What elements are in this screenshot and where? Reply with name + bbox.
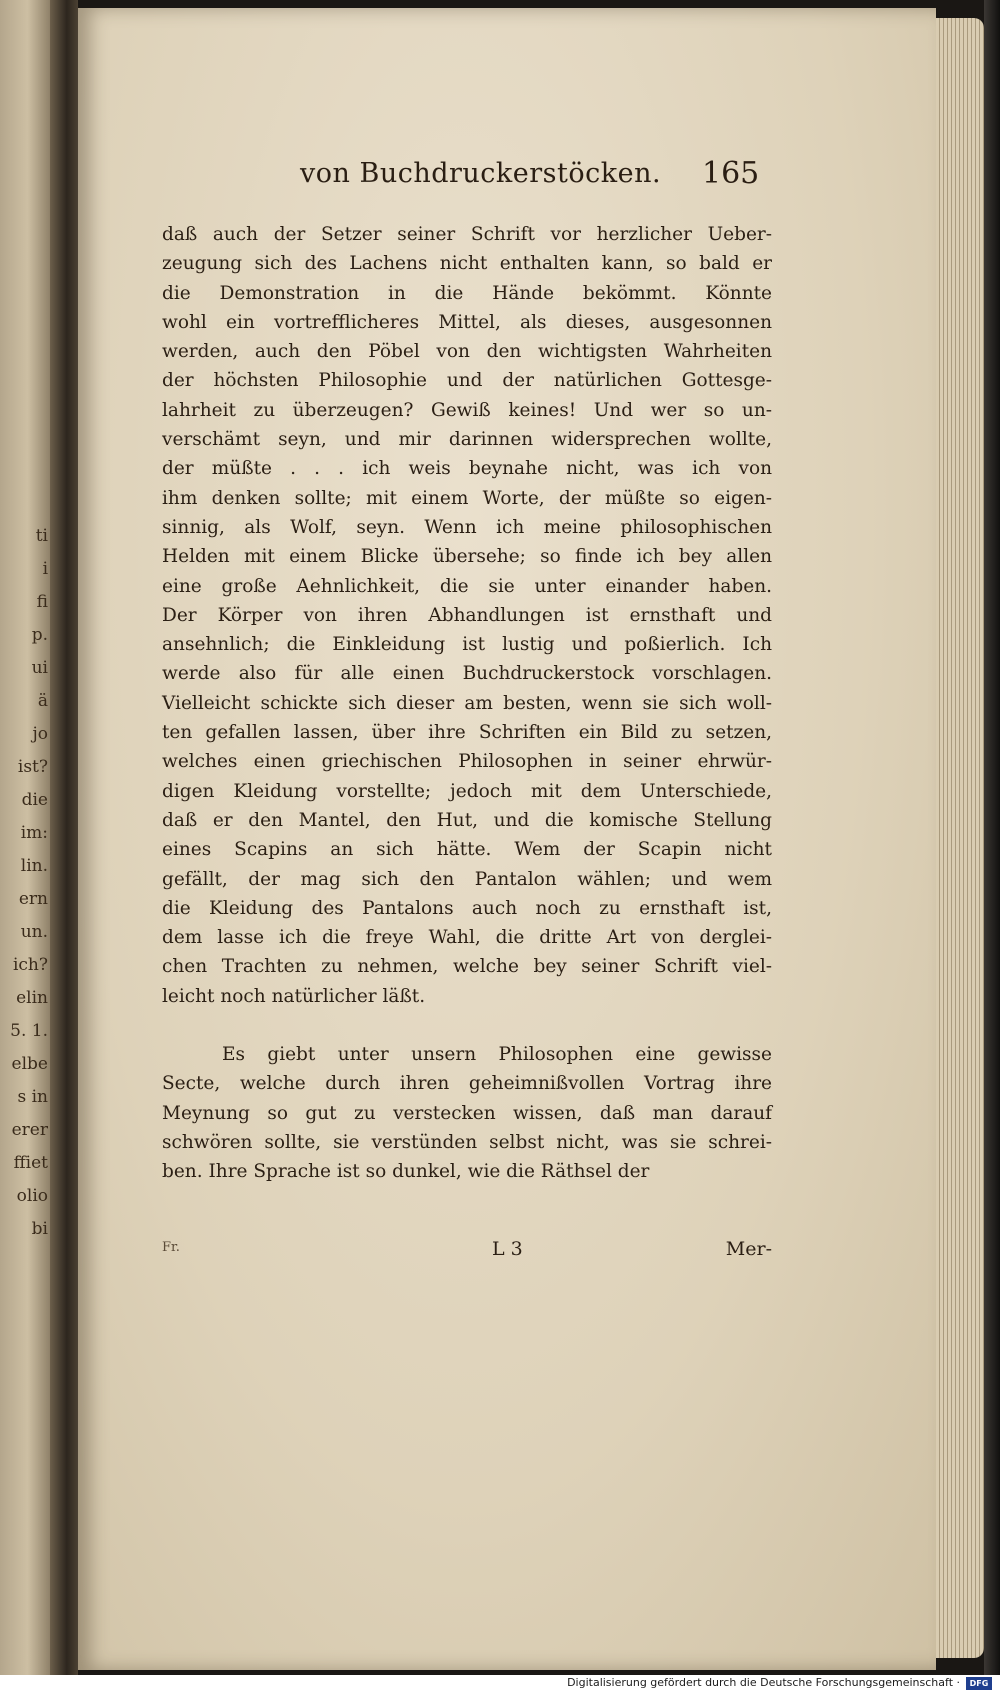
text-line: digen Kleidung vorstellte; jedoch mit dem Unterschiede,: [162, 780, 772, 802]
signature-line: [162, 1238, 772, 1268]
text-line: werden, auch den Pöbel von den wichtigsten Wahrheiten: [162, 341, 772, 363]
text-line: welches einen griechischen Philosophen in seiner ehrwür-: [162, 751, 772, 773]
page-stack-edge: [936, 18, 984, 1658]
text-line: verschämt seyn, und mir darinnen widersprechen wollte,: [162, 429, 772, 451]
paragraph-2: [162, 1040, 772, 1186]
text-line: der höchsten Philosophie und der natürlichen Gottesge-: [162, 370, 772, 392]
text-line: schwören sollte, sie verstünden selbst nicht, was sie schrei-: [162, 1131, 772, 1153]
margin-fragment: ich?: [12, 955, 48, 975]
margin-fragment: erer: [11, 1120, 48, 1140]
footer-bar: [0, 1675, 1000, 1693]
text-line: Der Körper von ihren Abhandlungen ist ernsthaft und: [162, 604, 772, 626]
margin-fragment: ti: [35, 526, 48, 546]
text-line: dem lasse ich die freye Wahl, die dritte Art von derglei-: [162, 927, 772, 949]
running-head: von Buchdruckerstöcken.: [300, 158, 662, 189]
text-line: Meynung so gut zu verstecken wissen, daß man darauf: [162, 1102, 772, 1124]
margin-fragment: 5. 1.: [10, 1021, 48, 1041]
catchword: Mer-: [725, 1238, 772, 1260]
text-line: der müßte . . . ich weis beynahe nicht, was ich von: [162, 458, 772, 480]
margin-fragment: fi: [36, 592, 48, 612]
text-line: sinnig, als Wolf, seyn. Wenn ich meine philosophischen: [162, 516, 772, 538]
left-page-fragments: [2, 520, 48, 1239]
printer-mark: Fr.: [162, 1240, 180, 1255]
text-line: ten gefallen lassen, über ihre Schriften ein Bild zu setzen,: [162, 722, 772, 744]
text-line: leicht noch natürlicher läßt.: [162, 985, 426, 1007]
text-line: chen Trachten zu nehmen, welche bey seiner Schrift viel-: [162, 956, 772, 978]
text-line: eines Scapins an sich hätte. Wem der Scapin nicht: [162, 839, 772, 861]
margin-fragment: elbe: [11, 1054, 48, 1074]
margin-fragment: olio: [16, 1186, 48, 1206]
text-line: lahrheit zu überzeugen? Gewiß keines! Und wer so un-: [162, 399, 772, 421]
signature-mark: L 3: [492, 1238, 523, 1260]
margin-fragment: ffiet: [13, 1153, 48, 1173]
margin-fragment: ern: [18, 889, 48, 909]
text-block: [162, 220, 772, 1187]
text-line: wohl ein vortrefflicheres Mittel, als dieses, ausgesonnen: [162, 311, 772, 333]
paragraph-1: [162, 220, 772, 1011]
cover-edge: [984, 0, 1000, 1675]
text-line: daß er den Mantel, den Hut, und die komische Stellung: [162, 809, 772, 831]
text-line: ihm denken sollte; mit einem Worte, der müßte so eigen-: [162, 487, 772, 509]
margin-fragment: ist?: [17, 757, 48, 777]
text-line: ansehnlich; die Einkleidung ist lustig und poßierlich. Ich: [162, 634, 772, 656]
margin-fragment: un.: [20, 922, 48, 942]
margin-fragment: s in: [17, 1087, 48, 1107]
text-line: gefällt, der mag sich den Pantalon wählen; und wem: [162, 868, 772, 890]
left-page-edge: [0, 0, 50, 1675]
text-line: ben. Ihre Sprache ist so dunkel, wie die Räthsel der: [162, 1161, 650, 1183]
text-line: Secte, welche durch ihren geheimnißvollen Vortrag ihre: [162, 1073, 772, 1095]
margin-fragment: elin: [16, 988, 48, 1008]
funding-credit: Digitalisierung gefördert durch die Deutsche Forschungsgemeinschaft ·: [567, 1676, 960, 1689]
right-page: [78, 8, 936, 1670]
text-line: eine große Aehnlichkeit, die sie unter einander haben.: [162, 575, 772, 597]
text-line: zeugung sich des Lachens nicht enthalten kann, so bald er: [162, 253, 772, 275]
text-line: daß auch der Setzer seiner Schrift vor herzlicher Ueber-: [162, 224, 772, 245]
margin-fragment: bi: [31, 1219, 48, 1239]
margin-fragment: p.: [31, 625, 48, 645]
margin-fragment: ä: [37, 691, 48, 711]
text-line: Vielleicht schickte sich dieser am besten, wenn sie sich woll-: [162, 692, 772, 714]
text-line: Helden mit einem Blicke übersehe; so finde ich bey allen: [162, 546, 772, 568]
margin-fragment: die: [21, 790, 48, 810]
margin-fragment: ui: [31, 658, 48, 678]
dfg-logo-icon: DFG: [966, 1677, 992, 1690]
margin-fragment: jo: [32, 724, 48, 744]
margin-fragment: lin.: [20, 856, 48, 876]
book-gutter: [50, 0, 78, 1675]
margin-fragment: i: [42, 559, 48, 579]
text-line: die Demonstration in die Hände bekömmt. Könnte: [162, 282, 772, 304]
text-line: Es giebt unter unsern Philosophen eine gewisse: [222, 1044, 772, 1066]
text-line: die Kleidung des Pantalons auch noch zu ernsthaft ist,: [162, 897, 772, 919]
text-line: werde also für alle einen Buchdruckerstock vorschlagen.: [162, 663, 772, 685]
margin-fragment: im:: [20, 823, 48, 843]
page-number: 165: [702, 156, 760, 191]
